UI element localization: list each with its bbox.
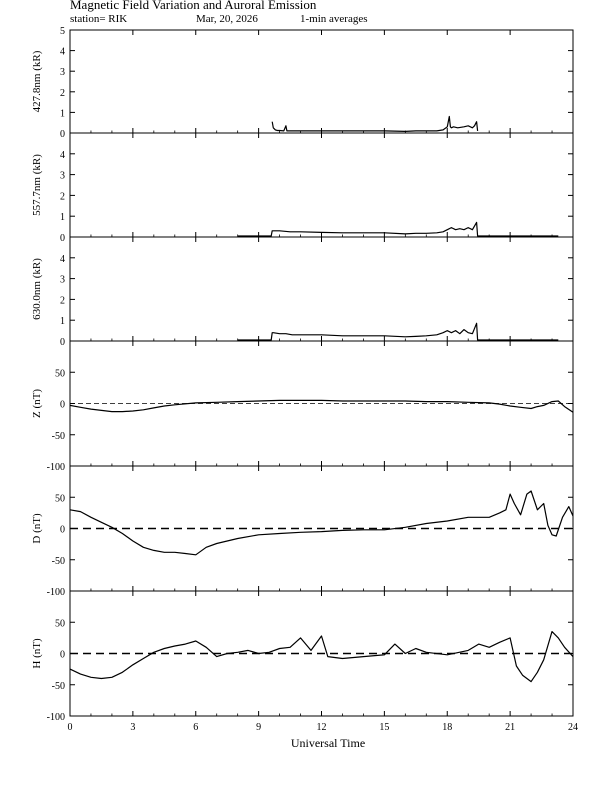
y-tick-label: 3	[60, 170, 65, 182]
y-tick-label: 1	[60, 212, 65, 224]
y-axis-label: D (nT)	[31, 513, 43, 544]
panel-pD	[31, 466, 573, 598]
y-tick-label: 50	[55, 618, 65, 630]
x-tick-label: 18	[442, 722, 453, 733]
y-tick-label: 3	[60, 274, 65, 286]
y-tick-label: 50	[55, 368, 65, 380]
x-axis	[68, 722, 579, 733]
y-tick-label: 4	[60, 253, 65, 265]
y-tick-label: 4	[60, 149, 65, 161]
y-axis-label: 557.7nm (kR)	[31, 154, 43, 216]
y-tick-label: -100	[46, 587, 65, 598]
y-tick-label: 5	[60, 26, 65, 37]
panel-p4278	[31, 26, 573, 140]
panel-p6300	[31, 237, 573, 348]
series-line-pH	[70, 632, 573, 682]
y-tick-label: 0	[60, 337, 65, 348]
y-tick-label: 4	[60, 46, 65, 58]
y-tick-label: 0	[60, 649, 65, 661]
y-axis-label: 630.0nm (kR)	[31, 258, 43, 320]
y-tick-label: 2	[60, 191, 65, 203]
y-tick-label: 1	[60, 108, 65, 120]
x-tick-label: 9	[256, 722, 262, 733]
y-axis-label: H (nT)	[31, 638, 43, 669]
y-tick-label: 0	[60, 129, 65, 140]
y-tick-label: 0	[60, 524, 65, 536]
y-tick-label: 2	[60, 87, 65, 99]
x-tick-label: 6	[193, 722, 199, 733]
x-tick-label: 12	[316, 722, 327, 733]
panel-frame	[70, 133, 573, 237]
y-axis-label: Z (nT)	[31, 388, 43, 419]
y-axis-label: 427.8nm (kR)	[31, 50, 43, 113]
y-tick-label: 0	[60, 399, 65, 411]
panel-frame	[70, 30, 573, 133]
averaging-label: 1-min averages	[300, 13, 368, 25]
y-tick-label: 0	[60, 233, 65, 244]
panels-group	[31, 26, 573, 723]
chart-title: Magnetic Field Variation and Auroral Emission	[70, 0, 317, 12]
y-tick-label: 3	[60, 67, 65, 79]
y-tick-label: 50	[55, 493, 65, 505]
panel-frame	[70, 237, 573, 341]
panel-p5577	[31, 133, 573, 244]
x-tick-label: 0	[67, 722, 73, 733]
x-tick-label: 15	[379, 722, 390, 733]
y-tick-label: -100	[46, 712, 65, 723]
y-tick-label: -50	[51, 680, 65, 692]
date-label: Mar, 20, 2026	[196, 13, 258, 25]
y-tick-label: 1	[60, 316, 65, 328]
station-label: station= RIK	[70, 13, 128, 25]
x-tick-label: 3	[130, 722, 136, 733]
y-tick-label: -50	[51, 555, 65, 567]
panel-pZ	[31, 341, 573, 473]
panel-pH	[31, 591, 573, 723]
series-line-pZ	[70, 400, 573, 412]
x-tick-label: 21	[505, 722, 516, 733]
y-tick-label: 2	[60, 295, 65, 307]
x-tick-label: 24	[568, 722, 578, 733]
y-tick-label: -50	[51, 430, 65, 442]
y-tick-label: -100	[46, 462, 65, 473]
series-line-pD	[70, 491, 573, 555]
x-axis-label: Universal Time	[290, 736, 366, 750]
